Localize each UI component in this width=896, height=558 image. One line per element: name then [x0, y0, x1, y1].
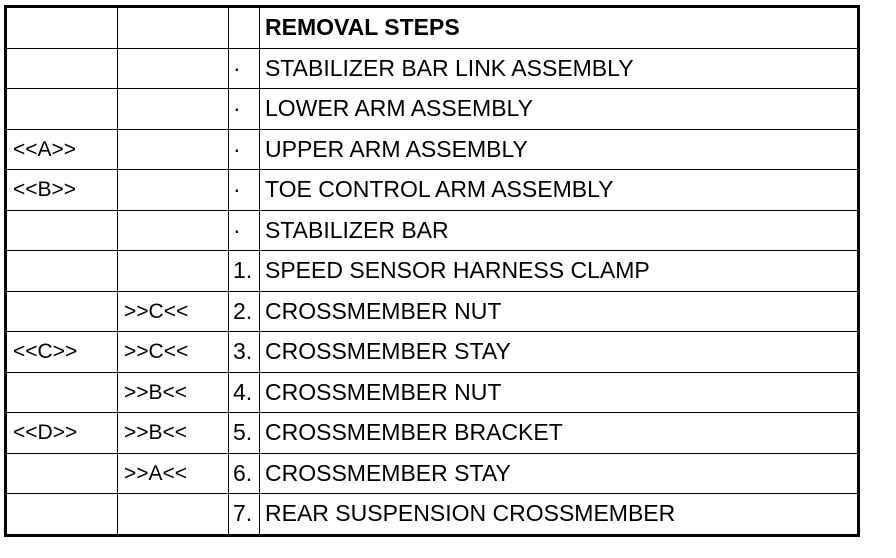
install-procedure-cell — [6, 251, 118, 292]
step-number-cell: 6. — [229, 453, 260, 494]
install-procedure-cell: <<C>> — [6, 332, 118, 373]
table-row — [6, 332, 859, 373]
table-header-row — [6, 7, 859, 49]
step-number-cell: 7. — [229, 494, 260, 536]
step-name-cell: REAR SUSPENSION CROSSMEMBER — [260, 494, 859, 536]
step-number-cell: 4. — [229, 372, 260, 413]
table-title: REMOVAL STEPS — [260, 7, 859, 49]
removal-procedure-cell — [118, 251, 229, 292]
removal-procedure-cell: >>A<< — [118, 453, 229, 494]
install-procedure-cell: <<A>> — [6, 129, 118, 170]
removal-procedure-cell — [118, 89, 229, 130]
step-name-cell: UPPER ARM ASSEMBLY — [260, 129, 859, 170]
removal-procedure-cell: >>B<< — [118, 372, 229, 413]
install-procedure-cell — [6, 453, 118, 494]
install-procedure-cell: <<D>> — [6, 413, 118, 454]
table-row — [6, 494, 859, 536]
step-number-cell: · — [229, 89, 260, 130]
install-procedure-cell — [6, 210, 118, 251]
removal-procedure-cell — [118, 129, 229, 170]
step-number-cell: · — [229, 48, 260, 89]
step-number-cell: · — [229, 210, 260, 251]
removal-procedure-cell: >>B<< — [118, 413, 229, 454]
table-row — [6, 48, 859, 89]
removal-steps-body — [6, 7, 859, 536]
table-row — [6, 210, 859, 251]
step-name-cell: TOE CONTROL ARM ASSEMBLY — [260, 170, 859, 211]
removal-steps-table-wrapper — [4, 5, 860, 537]
step-name-cell: CROSSMEMBER STAY — [260, 332, 859, 373]
step-name-cell: CROSSMEMBER NUT — [260, 291, 859, 332]
table-row — [6, 170, 859, 211]
table-row — [6, 129, 859, 170]
table-row — [6, 453, 859, 494]
install-procedure-cell — [6, 494, 118, 536]
step-number-cell: 3. — [229, 332, 260, 373]
removal-steps-table — [4, 5, 860, 537]
install-procedure-cell: <<B>> — [6, 170, 118, 211]
table-row — [6, 413, 859, 454]
header-removal-cell — [118, 7, 229, 49]
step-name-cell: LOWER ARM ASSEMBLY — [260, 89, 859, 130]
step-name-cell: CROSSMEMBER BRACKET — [260, 413, 859, 454]
removal-procedure-cell — [118, 210, 229, 251]
step-number-cell: 5. — [229, 413, 260, 454]
step-name-cell: STABILIZER BAR LINK ASSEMBLY — [260, 48, 859, 89]
header-install-cell — [6, 7, 118, 49]
removal-procedure-cell — [118, 170, 229, 211]
step-name-cell: CROSSMEMBER NUT — [260, 372, 859, 413]
step-name-cell: STABILIZER BAR — [260, 210, 859, 251]
install-procedure-cell — [6, 48, 118, 89]
step-name-cell: CROSSMEMBER STAY — [260, 453, 859, 494]
step-number-cell: · — [229, 129, 260, 170]
removal-procedure-cell: >>C<< — [118, 291, 229, 332]
step-number-cell: 1. — [229, 251, 260, 292]
step-number-cell: · — [229, 170, 260, 211]
table-row — [6, 251, 859, 292]
step-number-cell: 2. — [229, 291, 260, 332]
install-procedure-cell — [6, 372, 118, 413]
install-procedure-cell — [6, 89, 118, 130]
install-procedure-cell — [6, 291, 118, 332]
table-row — [6, 372, 859, 413]
table-row — [6, 291, 859, 332]
header-number-cell — [229, 7, 260, 49]
removal-procedure-cell: >>C<< — [118, 332, 229, 373]
removal-procedure-cell — [118, 494, 229, 536]
removal-procedure-cell — [118, 48, 229, 89]
step-name-cell: SPEED SENSOR HARNESS CLAMP — [260, 251, 859, 292]
table-row — [6, 89, 859, 130]
